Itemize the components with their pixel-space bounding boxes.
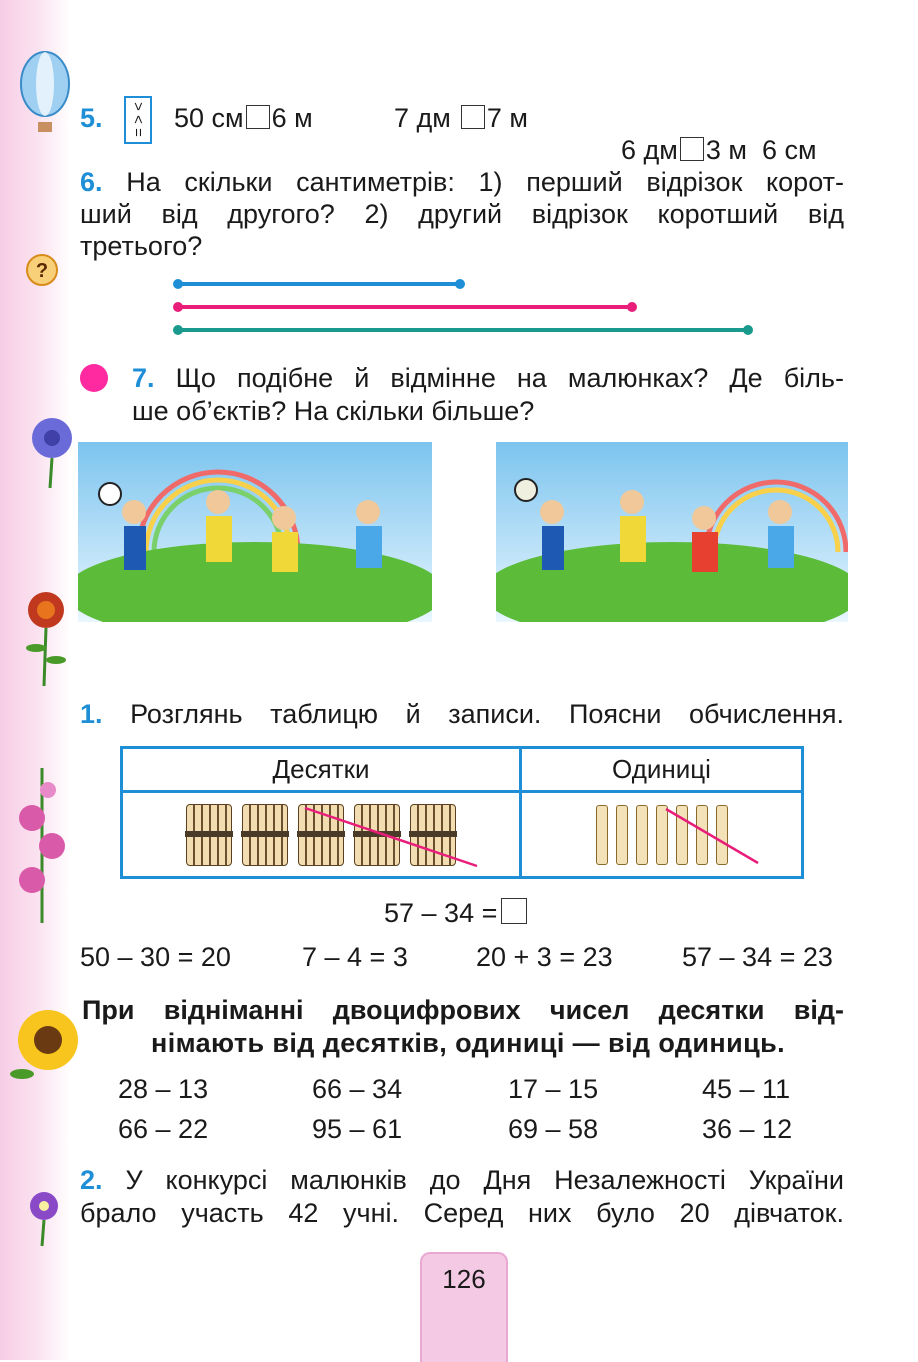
bundles-group [181, 804, 461, 866]
segment-1 [173, 279, 465, 289]
cornflower-icon [22, 410, 82, 490]
ex5-item-2-left: 7 дм [394, 103, 451, 133]
task-2-line-2: брало участь 42 учні. Серед них було 20 дівчаток. [80, 1198, 844, 1228]
segment-2 [173, 302, 637, 312]
segments-figure [166, 272, 766, 342]
exercise-item: 95 – 61 [312, 1114, 403, 1144]
task-1-line [80, 698, 844, 730]
ex7-line-1 [132, 362, 844, 394]
exercise-item: 66 – 22 [118, 1114, 209, 1144]
ex6-line-3: третього? [80, 231, 203, 261]
bundle-of-sticks [242, 804, 288, 866]
ex6-line-1 [80, 166, 844, 198]
ex5-item-3 [606, 102, 817, 166]
tens-cell [122, 792, 521, 878]
task-2-number: 2. [80, 1165, 103, 1195]
units-cell [521, 792, 803, 878]
task-2-text-1: У конкурсі малюнків до Дня Незалежності України [125, 1165, 844, 1195]
crossout-line-tens [301, 804, 481, 870]
rule-line-2: німають від десятків, одиниці — від одиниць. [151, 1028, 785, 1058]
marigold-icon [14, 588, 78, 688]
segment-3 [173, 325, 753, 335]
balloon-icon [14, 50, 76, 146]
question-mark: ? [35, 260, 49, 282]
single-stick [636, 805, 648, 865]
exercise-item: 66 – 34 [312, 1074, 403, 1104]
ex6-line-2: ший від другого? 2) другий відрізок коротший від [80, 199, 844, 229]
ex7-text-1: Що подібне й відмінне на малюнках? Де біль- [175, 363, 844, 393]
task-1-number: 1. [80, 699, 103, 729]
tens-units-table [120, 746, 804, 879]
step-3: 20 + 3 = 23 [476, 942, 613, 972]
children-picture-left [78, 442, 432, 622]
single-stick [596, 805, 608, 865]
exercise-item: 36 – 12 [702, 1114, 793, 1144]
bundle-of-sticks [186, 804, 232, 866]
page-number-tab [420, 1252, 508, 1362]
ex6-text-1: На скільки сантиметрів: 1) перший відрізок корот- [126, 167, 844, 197]
exercise-item: 28 – 13 [118, 1074, 209, 1104]
ex7-line-2: ше об’єктів? На скільки більше? [132, 396, 535, 426]
rule-line-1: При відніманні двоцифрових чисел десятки від- [82, 995, 844, 1025]
header-units: Одиниці [521, 748, 803, 792]
ex5-item-1-right: 6 м [271, 103, 313, 133]
step-4: 57 – 34 = 23 [682, 942, 833, 972]
task-2-line-1 [80, 1164, 844, 1196]
comparison-signs-box: > < = [124, 96, 152, 144]
expression-line [384, 898, 529, 929]
exercise-item: 17 – 15 [508, 1074, 599, 1104]
header-tens: Десятки [122, 748, 521, 792]
crossout-line-units [662, 805, 762, 867]
answer-box[interactable] [680, 137, 704, 161]
task-1-text: Розглянь таблицю й записи. Поясни обчислення. [130, 699, 844, 729]
ex5-item-3-right: 3 м 6 см [705, 135, 817, 165]
ex5-item-3-left: 6 дм [621, 135, 678, 165]
sticks-group [592, 805, 732, 865]
mallow-icon [8, 768, 72, 928]
exercise-item: 69 – 58 [508, 1114, 599, 1144]
ex5-item-2-right: 7 м [486, 103, 528, 133]
ex5-item-1-left: 50 см [174, 103, 244, 133]
answer-box[interactable] [461, 105, 485, 129]
ex5-item-1 [174, 102, 313, 134]
expression-text: 57 – 34 = [384, 898, 498, 928]
page-number: 126 [442, 1264, 486, 1294]
exercise-6-number: 6. [80, 167, 103, 197]
answer-box[interactable] [501, 898, 527, 924]
exercise-item: 45 – 11 [702, 1074, 791, 1104]
violet-icon [20, 1184, 68, 1248]
exercise-7-number: 7. [132, 363, 155, 393]
sunflower-icon [8, 1000, 82, 1086]
children-picture-right [496, 442, 848, 622]
answer-box[interactable] [246, 105, 270, 129]
exercise-5-number: 5. [80, 103, 103, 134]
single-stick [616, 805, 628, 865]
step-2: 7 – 4 = 3 [302, 942, 408, 972]
step-1: 50 – 30 = 20 [80, 942, 231, 972]
ex5-item-2 [394, 102, 528, 134]
question-icon [24, 250, 64, 290]
exercise-5 [80, 96, 166, 140]
pink-dot-marker [80, 364, 108, 392]
